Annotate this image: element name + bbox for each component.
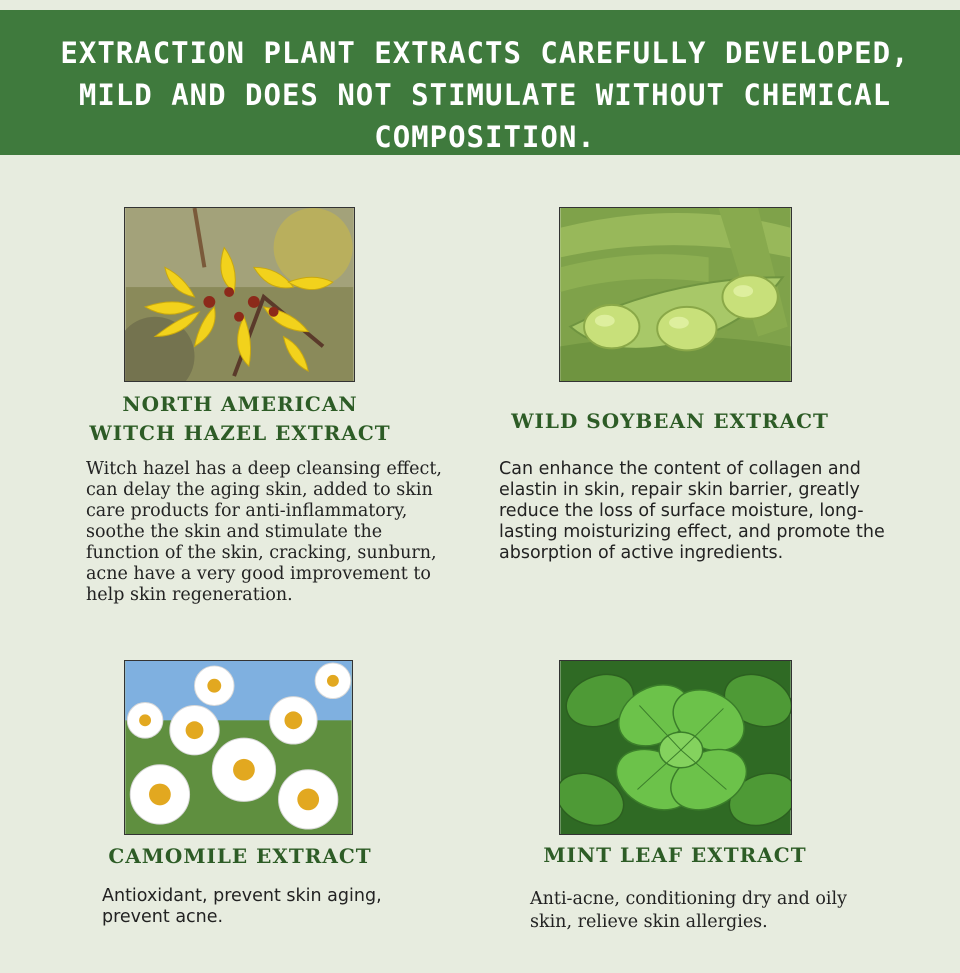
mint-title: MINT LEAF EXTRACT (543, 843, 807, 867)
witch-hazel-title (60, 390, 420, 448)
mint-description: Anti-acne, conditioning dry and oily skin, relieve skin allergies. (530, 889, 848, 932)
mint-leaves-icon (560, 661, 791, 834)
witch-hazel-flower-icon (125, 208, 354, 381)
soybean-description: Can enhance the content of collagen and elastin in skin, repair skin barrier, greatly reduce the loss of surface moisture, long-lasting moisturizing effect, and promote the absorption of active ingredients. (499, 459, 885, 563)
camomile-description: Antioxidant, prevent skin aging, prevent acne. (102, 886, 382, 927)
soybean-pods-icon (560, 208, 791, 381)
witch-hazel-photo (124, 207, 355, 382)
header-banner (0, 10, 960, 155)
witch-hazel-description: Witch hazel has a deep cleansing effect, can delay the aging skin, added to skin care products for anti-inflammatory, soothe the skin and stimulate the function of the skin, cracking, sunburn, acne have a very good improvement to help skin regeneration. (86, 459, 442, 605)
soybean-title: WILD SOYBEAN EXTRACT (511, 409, 829, 433)
camomile-photo (124, 660, 353, 835)
banner-text: EXTRACTION PLANT EXTRACTS CAREFULLY DEVELOPED, MILD AND DOES NOT STIMULATE WITHOUT CHEMICAL COMPOSITION. (60, 36, 910, 154)
camomile-title: CAMOMILE EXTRACT (108, 844, 372, 868)
witch-hazel-title-line1: NORTH AMERICAN (122, 392, 358, 416)
soybean-photo (559, 207, 792, 382)
witch-hazel-title-line2: WITCH HAZEL EXTRACT (89, 421, 391, 445)
mint-photo (559, 660, 792, 835)
camomile-flowers-icon (125, 661, 352, 834)
